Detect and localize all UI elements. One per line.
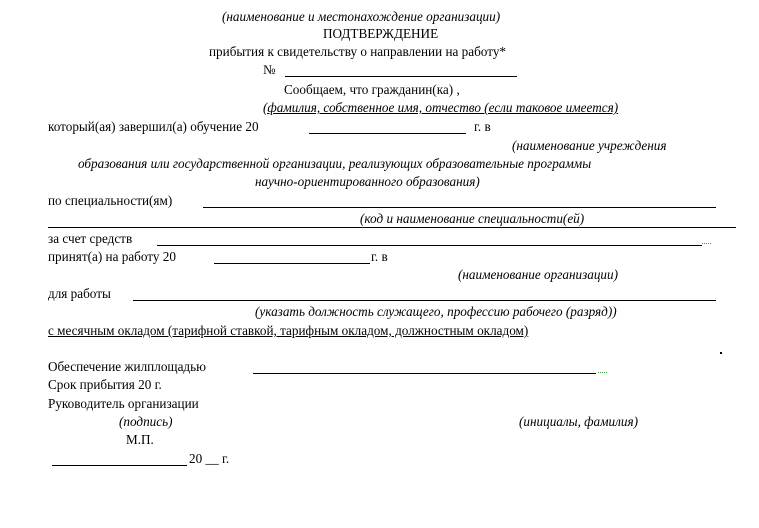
graduation-year-line xyxy=(309,133,466,134)
hired-label: принят(а) на работу 20 xyxy=(48,249,176,264)
stamp-label: М.П. xyxy=(126,432,154,447)
spelling-mark-icon xyxy=(702,240,711,244)
funds-label: за счет средств xyxy=(48,231,133,246)
date-text: 20 __ г. xyxy=(189,451,230,466)
signature-caption: (подпись) xyxy=(119,414,173,429)
spelling-mark-icon xyxy=(598,369,607,373)
funds-line xyxy=(157,245,702,246)
housing-label: Обеспечение жилплощадью xyxy=(48,359,206,374)
specialty-caption: (код и наименование специальности(ей) xyxy=(360,211,585,226)
housing-line xyxy=(253,373,596,374)
fio-caption: (фамилия, собственное имя, отчество (если таковое имеется) xyxy=(263,100,619,115)
document-subtitle: прибытия к свидетельству о направлении на работу* xyxy=(209,44,507,59)
stray-dot xyxy=(720,352,722,354)
year-suffix: г. в xyxy=(474,119,491,134)
number-sign: № xyxy=(263,62,276,77)
institution-caption-3: научно-ориентированного образования) xyxy=(255,174,480,189)
salary-text: с месячным окладом (тарифной ставкой, тарифным окладом, должностным окладом) xyxy=(48,323,529,338)
head-label: Руководитель организации xyxy=(48,396,199,411)
initials-caption: (инициалы, фамилия) xyxy=(519,414,639,429)
date-line xyxy=(52,465,187,466)
specialty-line-2 xyxy=(48,227,736,228)
report-text: Сообщаем, что гражданин(ка) , xyxy=(284,82,460,97)
document-title: ПОДТВЕРЖДЕНИЕ xyxy=(323,26,439,41)
work-line xyxy=(133,300,716,301)
graduated-text: который(ая) завершил(а) обучение 20 xyxy=(48,119,259,134)
institution-caption-2: образования или государственной организации, реализующих образовательные программы xyxy=(78,156,592,171)
organization-caption: (наименование организации) xyxy=(458,267,619,282)
specialty-line xyxy=(203,207,716,208)
hired-suffix: г. в xyxy=(371,249,388,264)
number-line xyxy=(285,76,517,77)
institution-caption-1: (наименование учреждения xyxy=(512,138,667,153)
specialty-label: по специальности(ям) xyxy=(48,193,173,208)
work-label: для работы xyxy=(48,286,111,301)
arrival-term: Срок прибытия 20 г. xyxy=(48,377,162,392)
position-caption: (указать должность служащего, профессию рабочего (разряд)) xyxy=(255,304,617,319)
hire-year-line xyxy=(214,263,370,264)
org-caption: (наименование и местонахождение организации) xyxy=(222,9,501,24)
